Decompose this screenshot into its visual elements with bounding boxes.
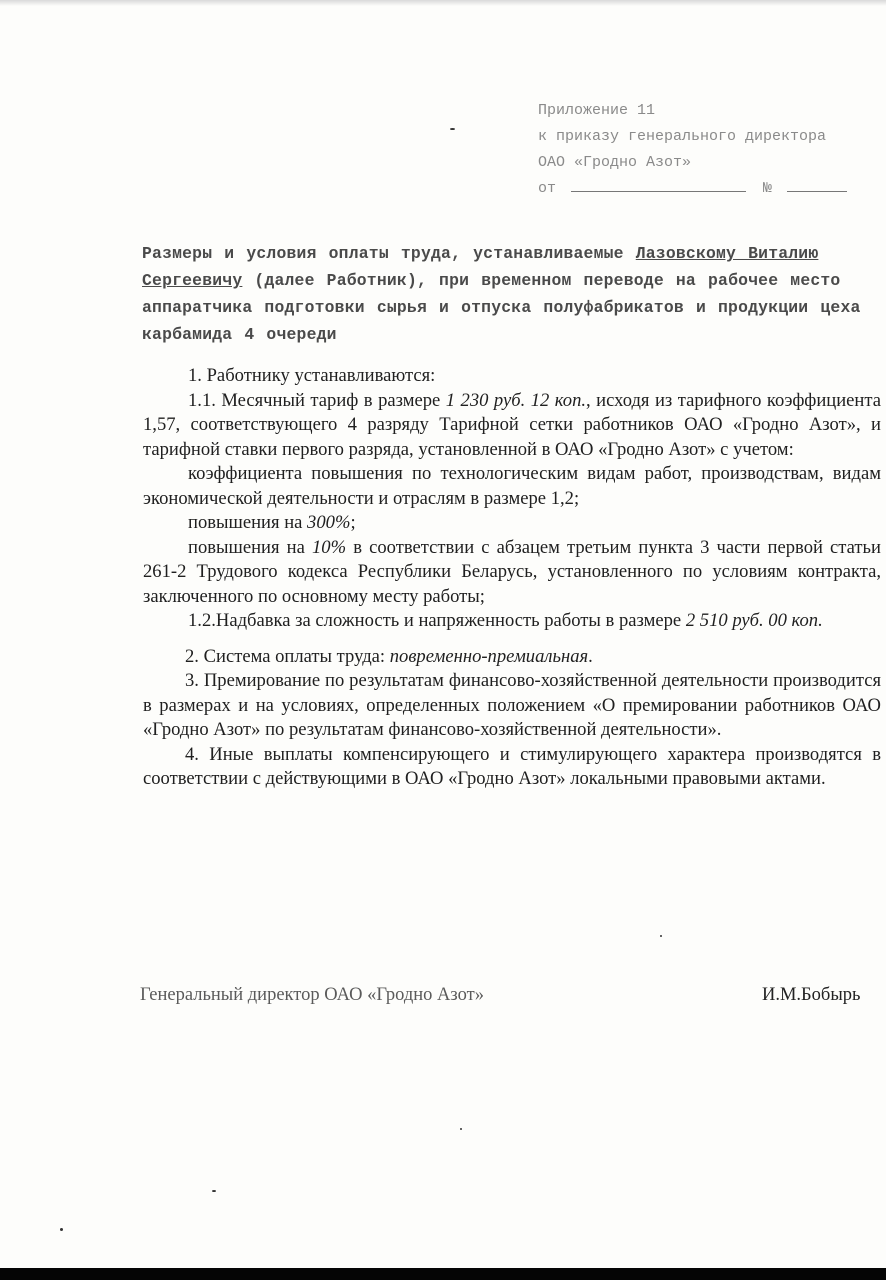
approval-stamp [538,98,868,202]
raise-10-value: 10% [311,536,347,558]
approval-date-prefix: от [538,180,557,197]
raise-10-text: повышения на [188,536,312,558]
title-part-2: (далее Работник), при временном переводе на рабочее место аппаратчика подготовки сырья и отпуска полуфабрикатов и продукции цеха карбамида 4 очереди [142,271,861,344]
raise-300-end: ; [350,512,356,533]
approval-line-3: ОАО «Гродно Азот» [538,154,692,171]
section-2-end: . [588,645,593,667]
scan-speck [660,935,662,937]
coefficient-paragraph: коэффициента повышения по технологическим видам работ, производствам, видам экономической деятельности и отраслям в размере 1,2; [143,463,881,509]
raise-300-value: 300% [307,512,351,533]
scan-speck [60,1228,63,1231]
scan-speck [212,1190,216,1192]
raise-300-text: повышения на [188,512,308,533]
approval-line-2: к приказу генерального директора [538,128,827,145]
monthly-tariff-amount: 1 230 руб. 12 коп. [445,389,587,411]
scan-speck [460,1128,462,1130]
document-title [142,240,882,348]
approval-date-blank [571,177,746,192]
section-1-heading: 1. Работнику устанавливаются: [188,365,436,386]
section-1-1-text-end: , исходя из тарифного коэффициента 1,57, соответствующего 4 разряду Тарифной сетки работников ОАО «Гродно Азот», и тарифной ставки первого разряда, установленной в ОАО «Гродно Азот» с учетом: [143,389,881,460]
raise-300-paragraph [143,511,881,536]
section-4: 4. Иные выплаты компенсирующего и стимулирующего характера производятся в соответствии с действующими в ОАО «Гродно Азот» локальными правовыми актами. [143,743,881,789]
section-1-1-text: 1.1. Месячный тариф в размере [188,389,446,411]
employee-name: Лазовскому Виталию Сергеевичу [142,244,819,290]
raise-10-end: в соответствии с абзацем третьим пункта 3 части первой статьи 261-2 Трудового кодекса Республики Беларусь, установленного по условиям контракта, заключенного по основному месту работы; [143,536,881,607]
section-2 [143,645,881,670]
signer-position: Генеральный директор ОАО «Гродно Азот» [140,985,484,1005]
section-3: 3. Премирование по результатам финансово-хозяйственной деятельности производится в размерах и на условиях, определенных положением «О премировании работников ОАО «Гродно Азот» по результатам финансово-хозяйственной деятельности». [143,670,881,740]
scan-speck [450,128,455,130]
scan-top-edge [0,0,886,6]
title-part-1: Размеры и условия оплаты труда, устанавливаемые [142,244,636,263]
signer-name: И.М.Бобырь [762,985,861,1005]
approval-number-blank [787,177,847,192]
section-2-text: 2. Система оплаты труда: [185,645,390,667]
document-body [143,364,881,792]
approval-line-4 [538,176,868,202]
bonus-amount: 2 510 руб. 00 коп. [685,610,823,631]
pay-system-value: повременно-премиальная [389,645,589,667]
section-1-1 [143,389,881,463]
section-1-2 [143,609,881,634]
section-1-2-text: 1.2.Надбавка за сложность и напряженность работы в размере [188,610,686,631]
raise-10-paragraph [143,536,881,610]
approval-line-1: Приложение 11 [538,102,656,119]
scan-bottom-edge [0,1268,886,1280]
approval-number-sign: № [763,180,773,197]
